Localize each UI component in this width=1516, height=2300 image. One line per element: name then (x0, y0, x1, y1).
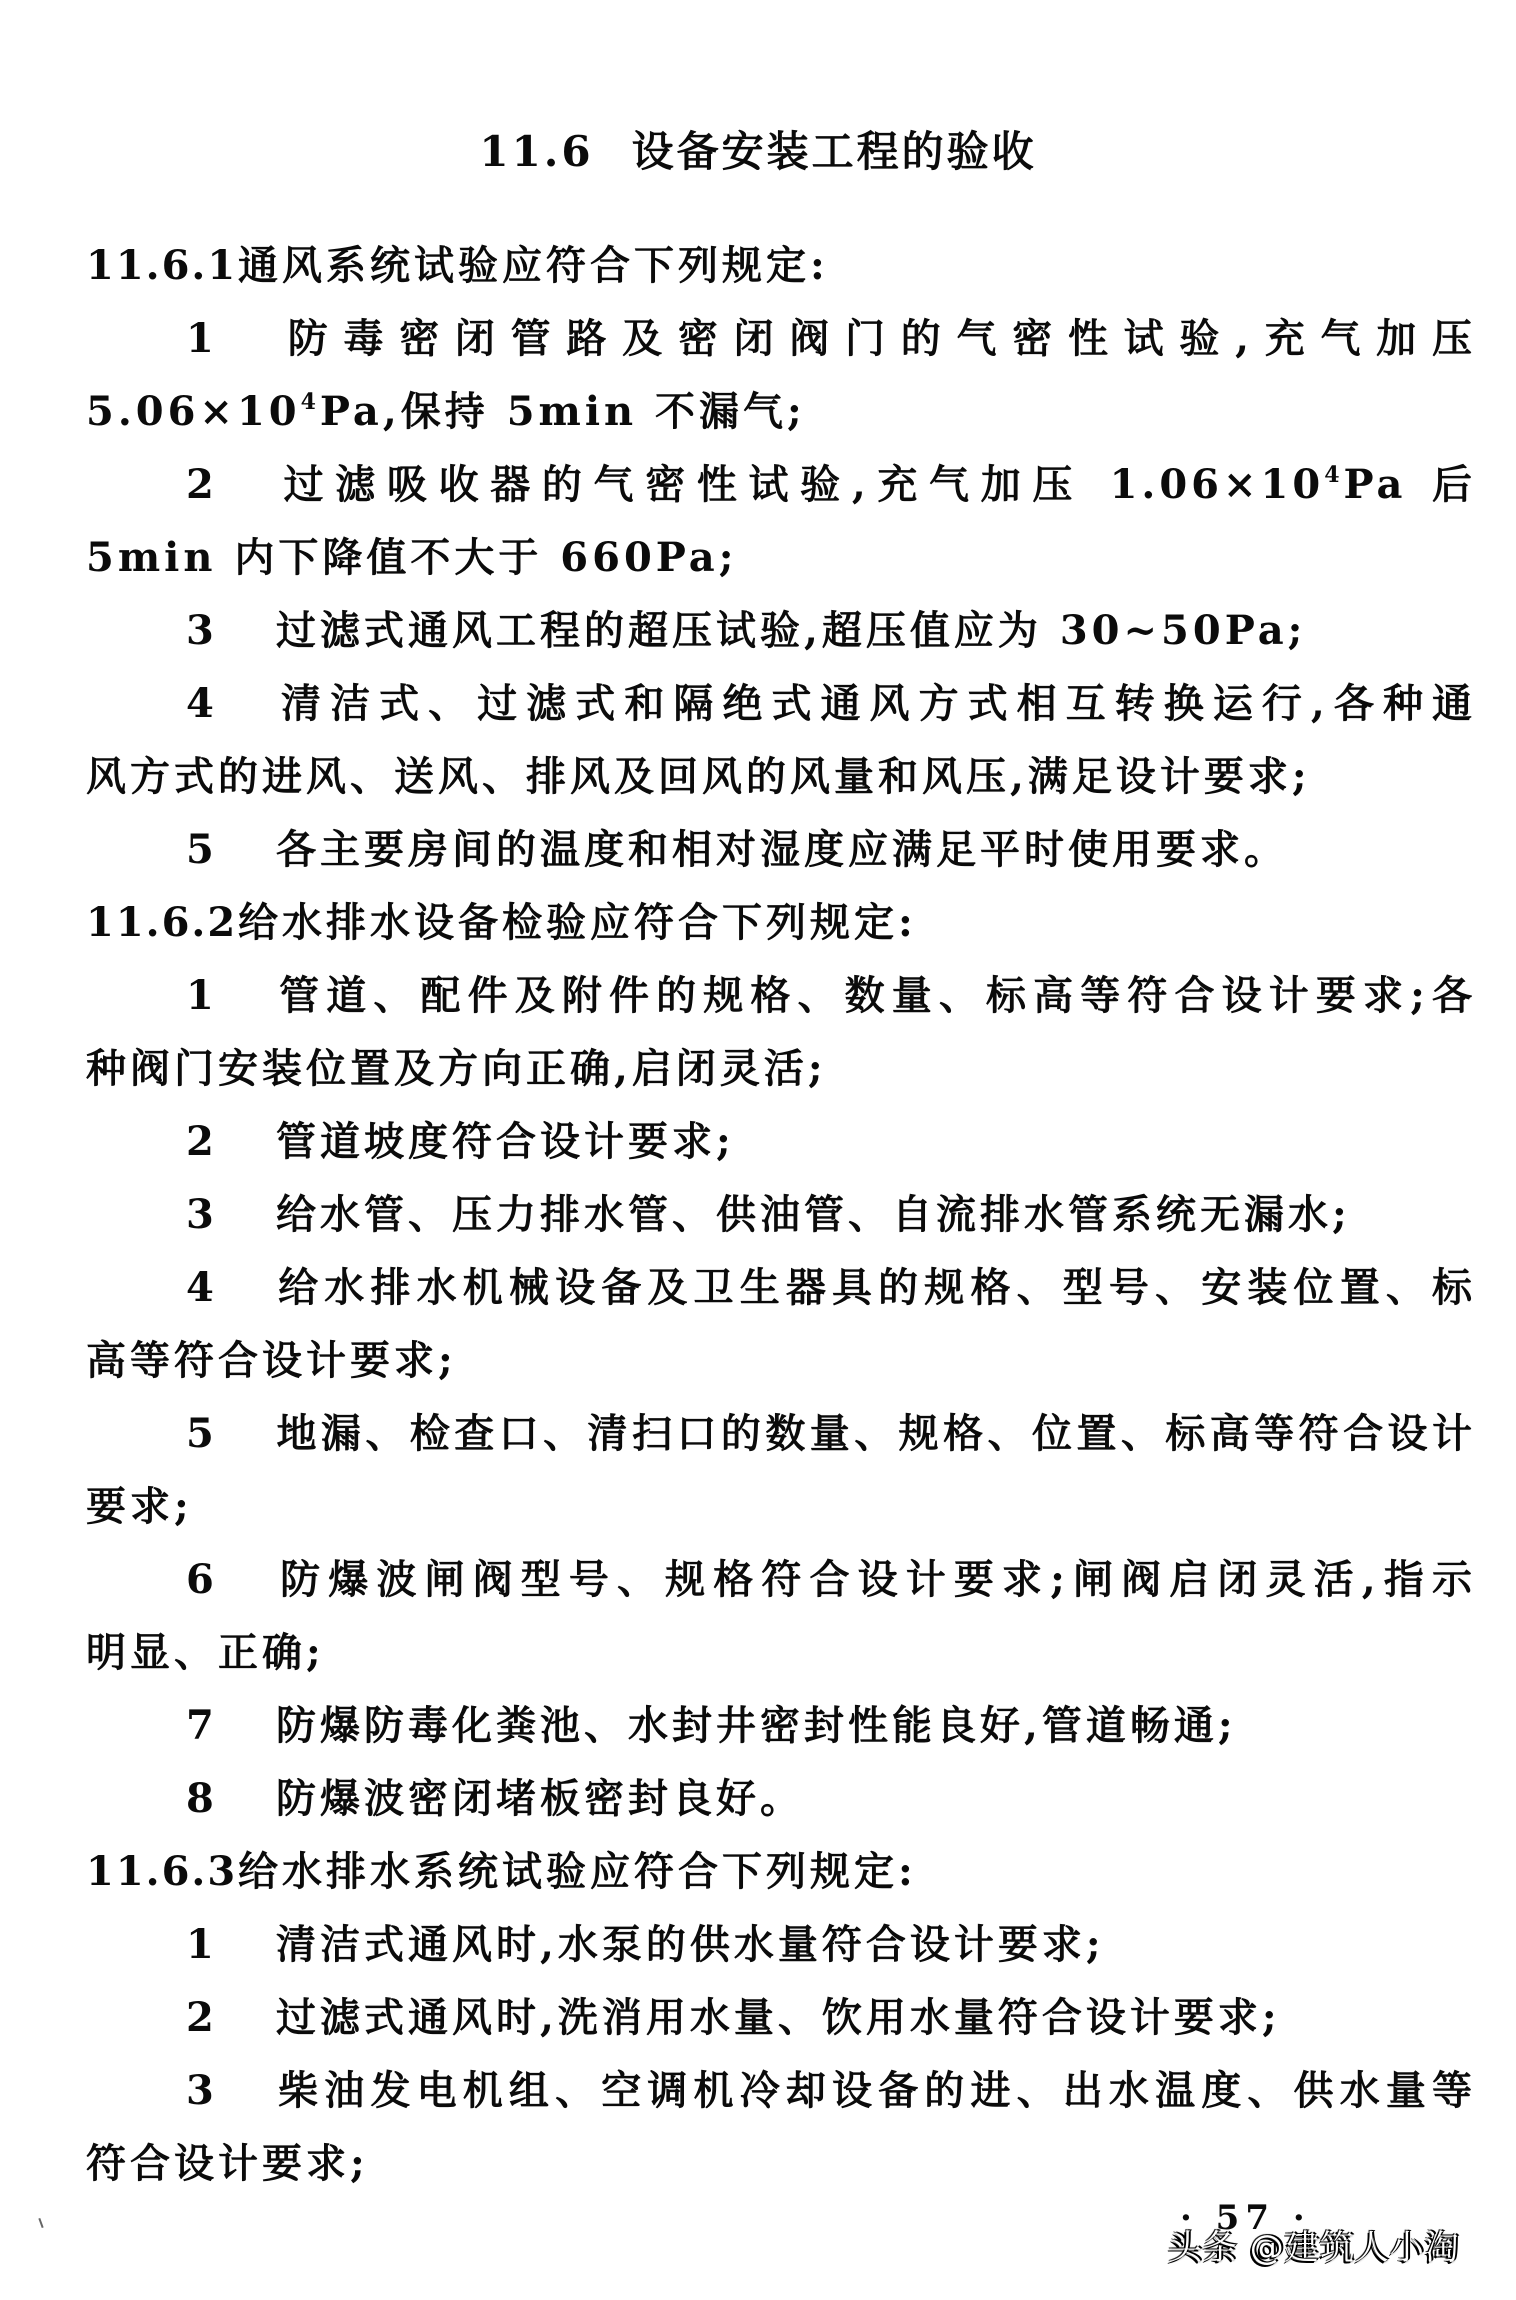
list-item: 1 管道、配件及附件的规格、数量、标高等符合设计要求;各 (186, 972, 1476, 1019)
section-number: 11.6 (479, 127, 594, 176)
watermark: 头条 @建筑人小淘 (1168, 2228, 1460, 2268)
section-title-text: 设备安装工程的验收 (631, 127, 1037, 176)
clause-heading: 11.6.1通风系统试验应符合下列规定: (86, 242, 829, 289)
section-title (0, 122, 1516, 182)
list-item-continuation: 种阀门安装位置及方向正确,启闭灵活; (86, 1045, 827, 1092)
list-item: 7 防爆防毒化粪池、水封井密封性能良好,管道畅通; (186, 1702, 1237, 1749)
list-item: 2 过滤式通风时,洗消用水量、饮用水量符合设计要求; (186, 1994, 1281, 2041)
list-item: 1 防毒密闭管路及密闭阀门的气密性试验,充气加压 (186, 315, 1476, 362)
list-item-continuation: 高等符合设计要求; (86, 1337, 457, 1384)
list-item-continuation: 风方式的进风、送风、排风及回风的风量和风压,满足设计要求; (86, 753, 1311, 800)
list-item: 2 管道坡度符合设计要求; (186, 1118, 735, 1165)
list-item: 8 防爆波密闭堵板密封良好。 (186, 1775, 804, 1822)
list-item-continuation: $5.06\times 10^4Pa$,保持 5min 不漏气; (86, 388, 806, 435)
list-item-continuation: 5min 内下降值不大于 660Pa; (86, 534, 738, 581)
list-item: 4 清洁式、过滤式和隔绝式通风方式相互转换运行,各种通 (186, 680, 1476, 727)
list-item: 3 柴油发电机组、空调机冷却设备的进、出水温度、供水量等 (186, 2067, 1476, 2114)
list-item: 5 各主要房间的温度和相对湿度应满足平时使用要求。 (186, 826, 1288, 873)
clause-heading: 11.6.3给水排水系统试验应符合下列规定: (86, 1848, 917, 1895)
list-item: 3 过滤式通风工程的超压试验,超压值应为 30~50Pa; (186, 607, 1307, 654)
list-item-continuation: 明显、正确; (86, 1629, 325, 1676)
list-item: 3 给水管、压力排水管、供油管、自流排水管系统无漏水; (186, 1191, 1351, 1238)
list-item: 5 地漏、检查口、清扫口的数量、规格、位置、标高等符合设计 (186, 1410, 1476, 1457)
list-item: 1 清洁式通风时,水泵的供水量符合设计要求; (186, 1921, 1105, 1968)
clause-heading: 11.6.2给水排水设备检验应符合下列规定: (86, 899, 917, 946)
scan-artifact (38, 2218, 43, 2228)
page-number: · 57 · (1180, 2198, 1311, 2238)
list-item-continuation: 符合设计要求; (86, 2140, 369, 2187)
list-item: 2 过滤吸收器的气密性试验,充气加压 $1.06\times 10^4Pa$ 后 (186, 461, 1476, 508)
list-item: 6 防爆波闸阀型号、规格符合设计要求;闸阀启闭灵活,指示 (186, 1556, 1476, 1603)
list-item: 4 给水排水机械设备及卫生器具的规格、型号、安装位置、标 (186, 1264, 1476, 1311)
list-item-continuation: 要求; (86, 1483, 193, 1530)
